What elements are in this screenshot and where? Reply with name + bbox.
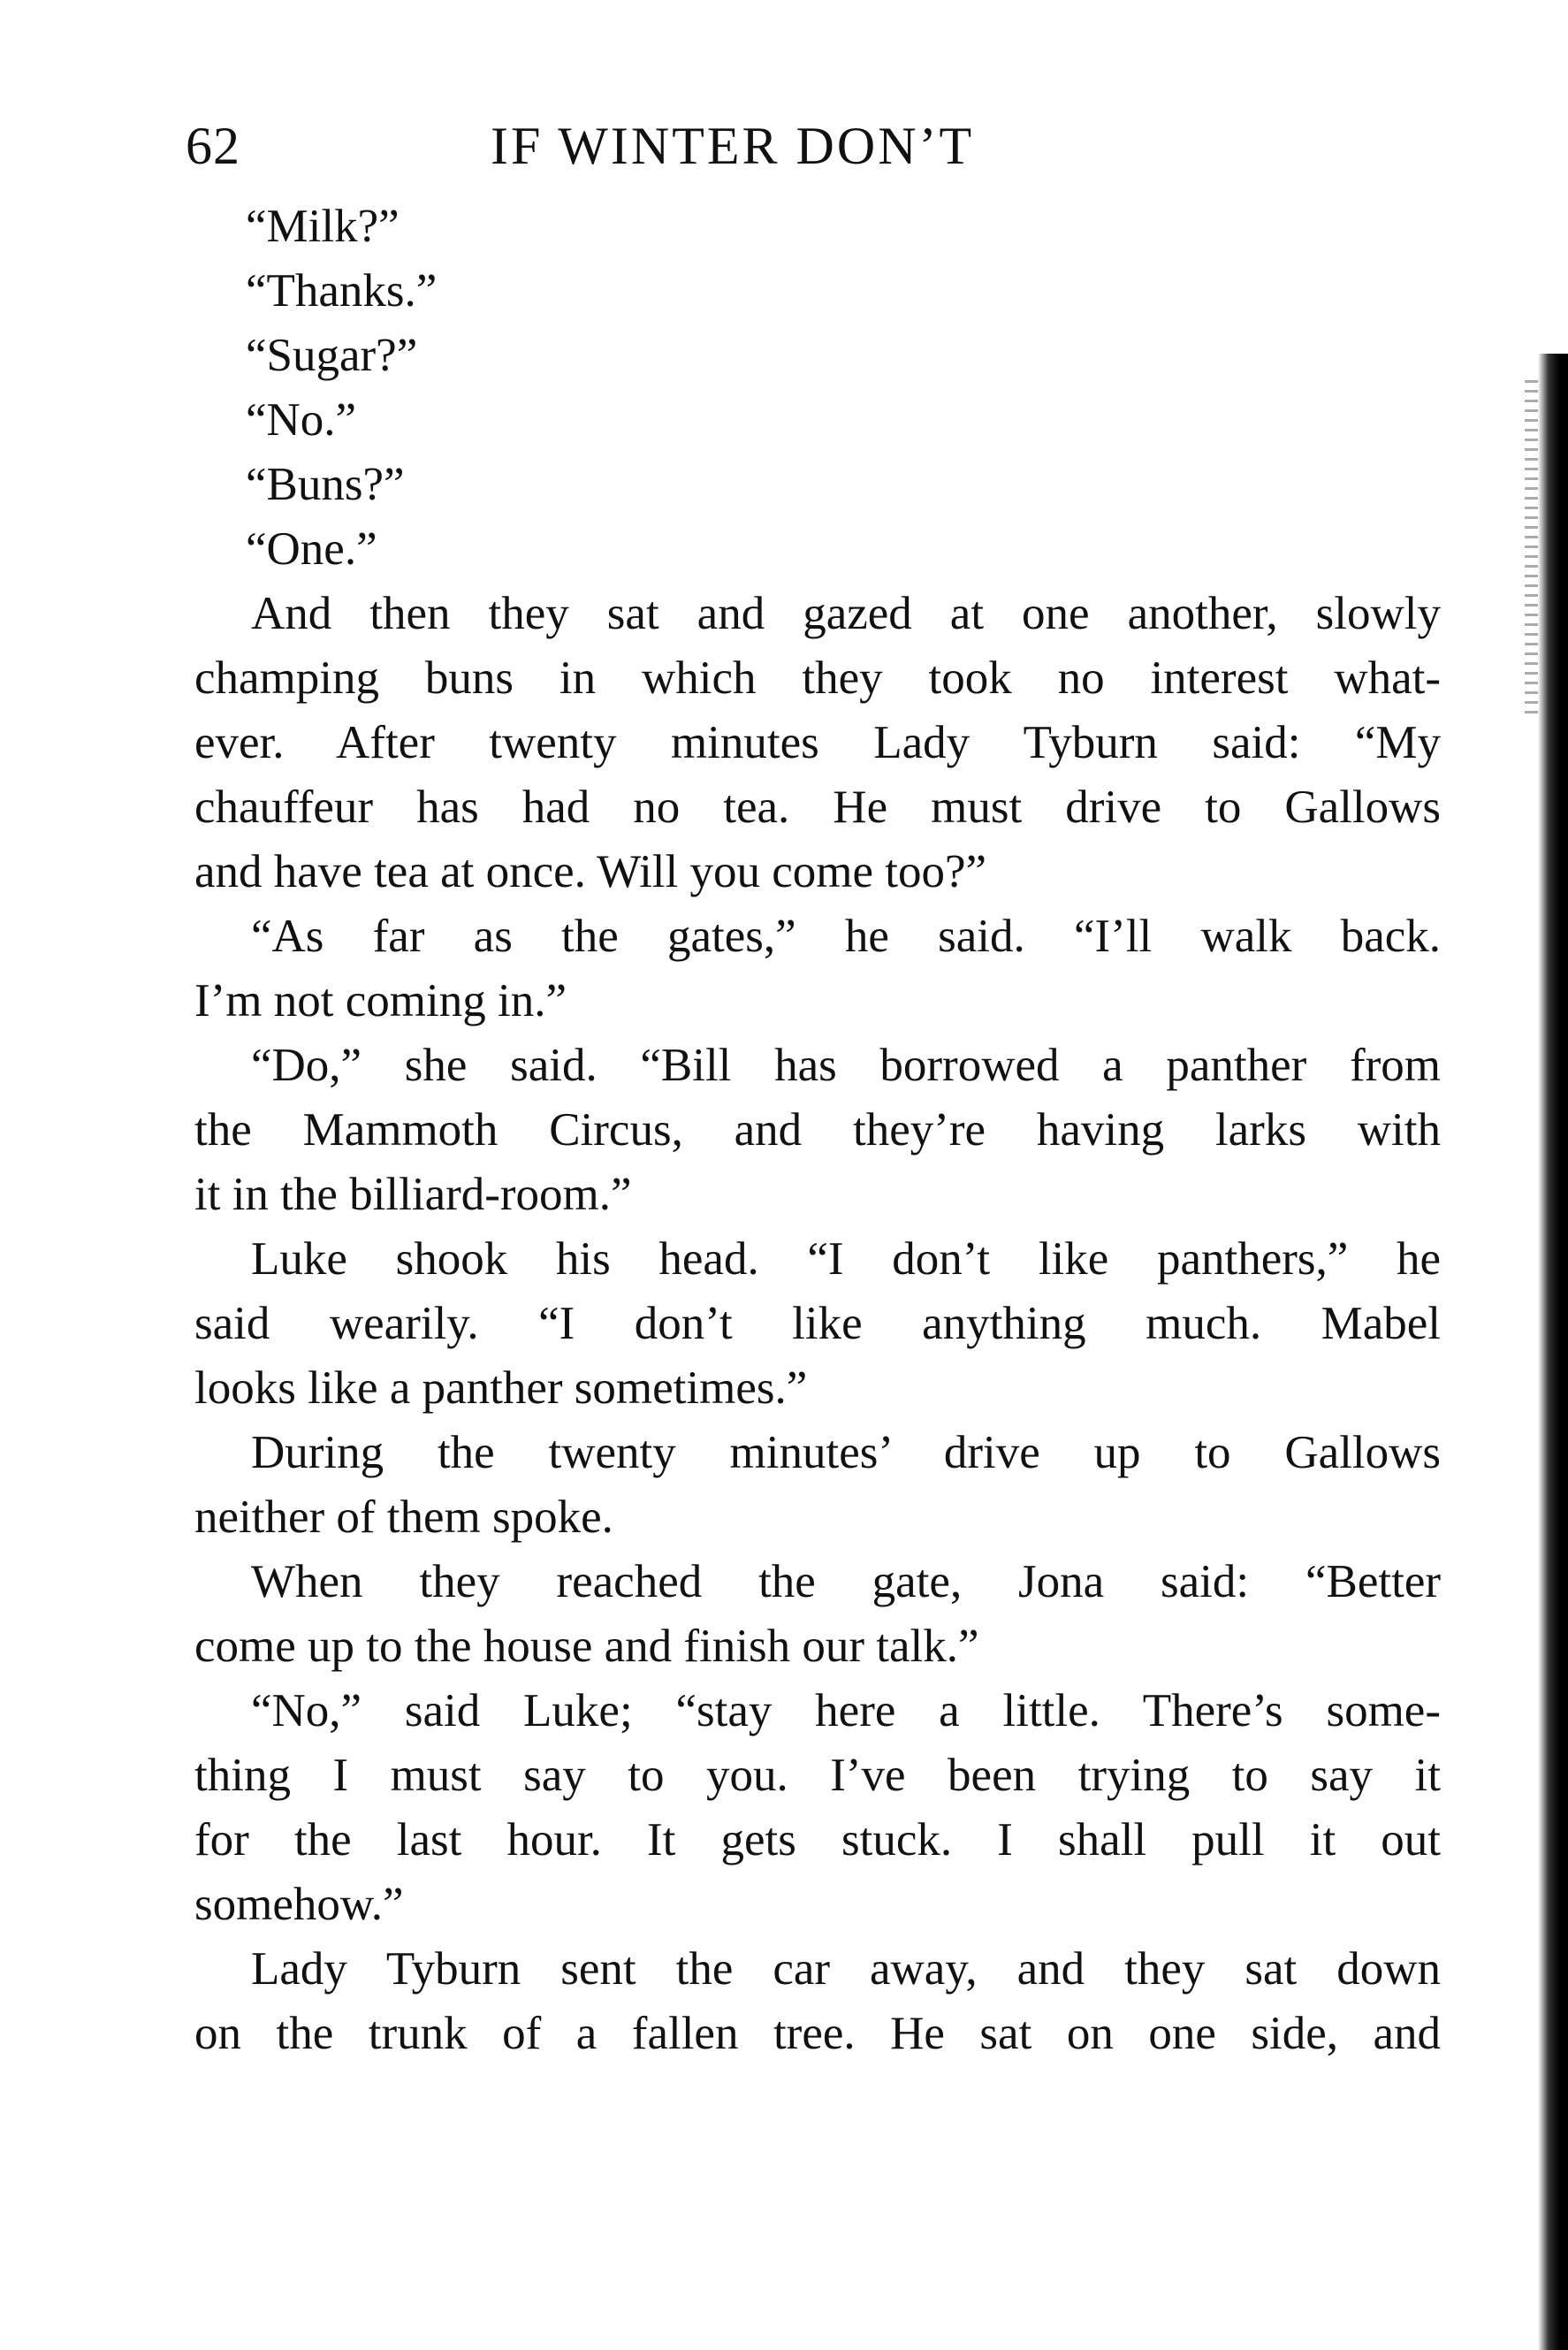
- text-line: come up to the house and finish our talk.”: [194, 1621, 979, 1672]
- scan-binding-edge: [1538, 354, 1568, 2350]
- text-line: somehow.”: [194, 1879, 404, 1930]
- text-line: thing I must say to you. I’ve been trying to say it: [194, 1750, 1441, 1801]
- text-line: “Do,” she said. “Bill has borrowed a panther from: [251, 1040, 1441, 1091]
- text-line: “Sugar?”: [246, 330, 418, 381]
- text-line: ever. After twenty minutes Lady Tyburn said: “My: [194, 717, 1441, 768]
- text-line: “No.”: [246, 394, 357, 446]
- text-line: for the last hour. It gets stuck. I shall pull it out: [194, 1814, 1441, 1866]
- text-line: champing buns in which they took no interest what-: [194, 652, 1441, 704]
- text-line: “As far as the gates,” he said. “I’ll walk back.: [251, 911, 1441, 962]
- text-line: Lady Tyburn sent the car away, and they sat down: [251, 1943, 1441, 1995]
- body-text: [194, 195, 1441, 2066]
- text-line: neither of them spoke.: [194, 1492, 613, 1543]
- text-line: “No,” said Luke; “stay here a little. There’s some-: [251, 1685, 1441, 1736]
- text-line: And then they sat and gazed at one another, slowly: [251, 588, 1441, 639]
- text-line: looks like a panther sometimes.”: [194, 1362, 808, 1414]
- text-line: “Buns?”: [246, 459, 405, 510]
- text-line: chauffeur has had no tea. He must drive to Gallows: [194, 782, 1441, 833]
- text-line: When they reached the gate, Jona said: “Better: [251, 1556, 1441, 1607]
- page-number: 62: [186, 117, 240, 175]
- text-line: “One.”: [246, 523, 377, 575]
- text-line: “Milk?”: [246, 201, 400, 252]
- text-line: said wearily. “I don’t like anything much. Mabel: [194, 1298, 1441, 1349]
- running-header: [186, 106, 1158, 186]
- text-line: and have tea at once. Will you come too?”: [194, 846, 987, 897]
- text-line: I’m not coming in.”: [194, 975, 567, 1026]
- text-line: the Mammoth Circus, and they’re having larks with: [194, 1104, 1441, 1156]
- text-line: it in the billiard-room.”: [194, 1169, 632, 1220]
- text-line: Luke shook his head. “I don’t like panthers,” he: [251, 1233, 1441, 1285]
- text-line: on the trunk of a fallen tree. He sat on one side, and: [194, 2008, 1441, 2059]
- running-title: IF WINTER DON’T: [491, 117, 975, 175]
- text-line: During the twenty minutes’ drive up to Gallows: [251, 1427, 1441, 1478]
- text-line: “Thanks.”: [246, 265, 438, 317]
